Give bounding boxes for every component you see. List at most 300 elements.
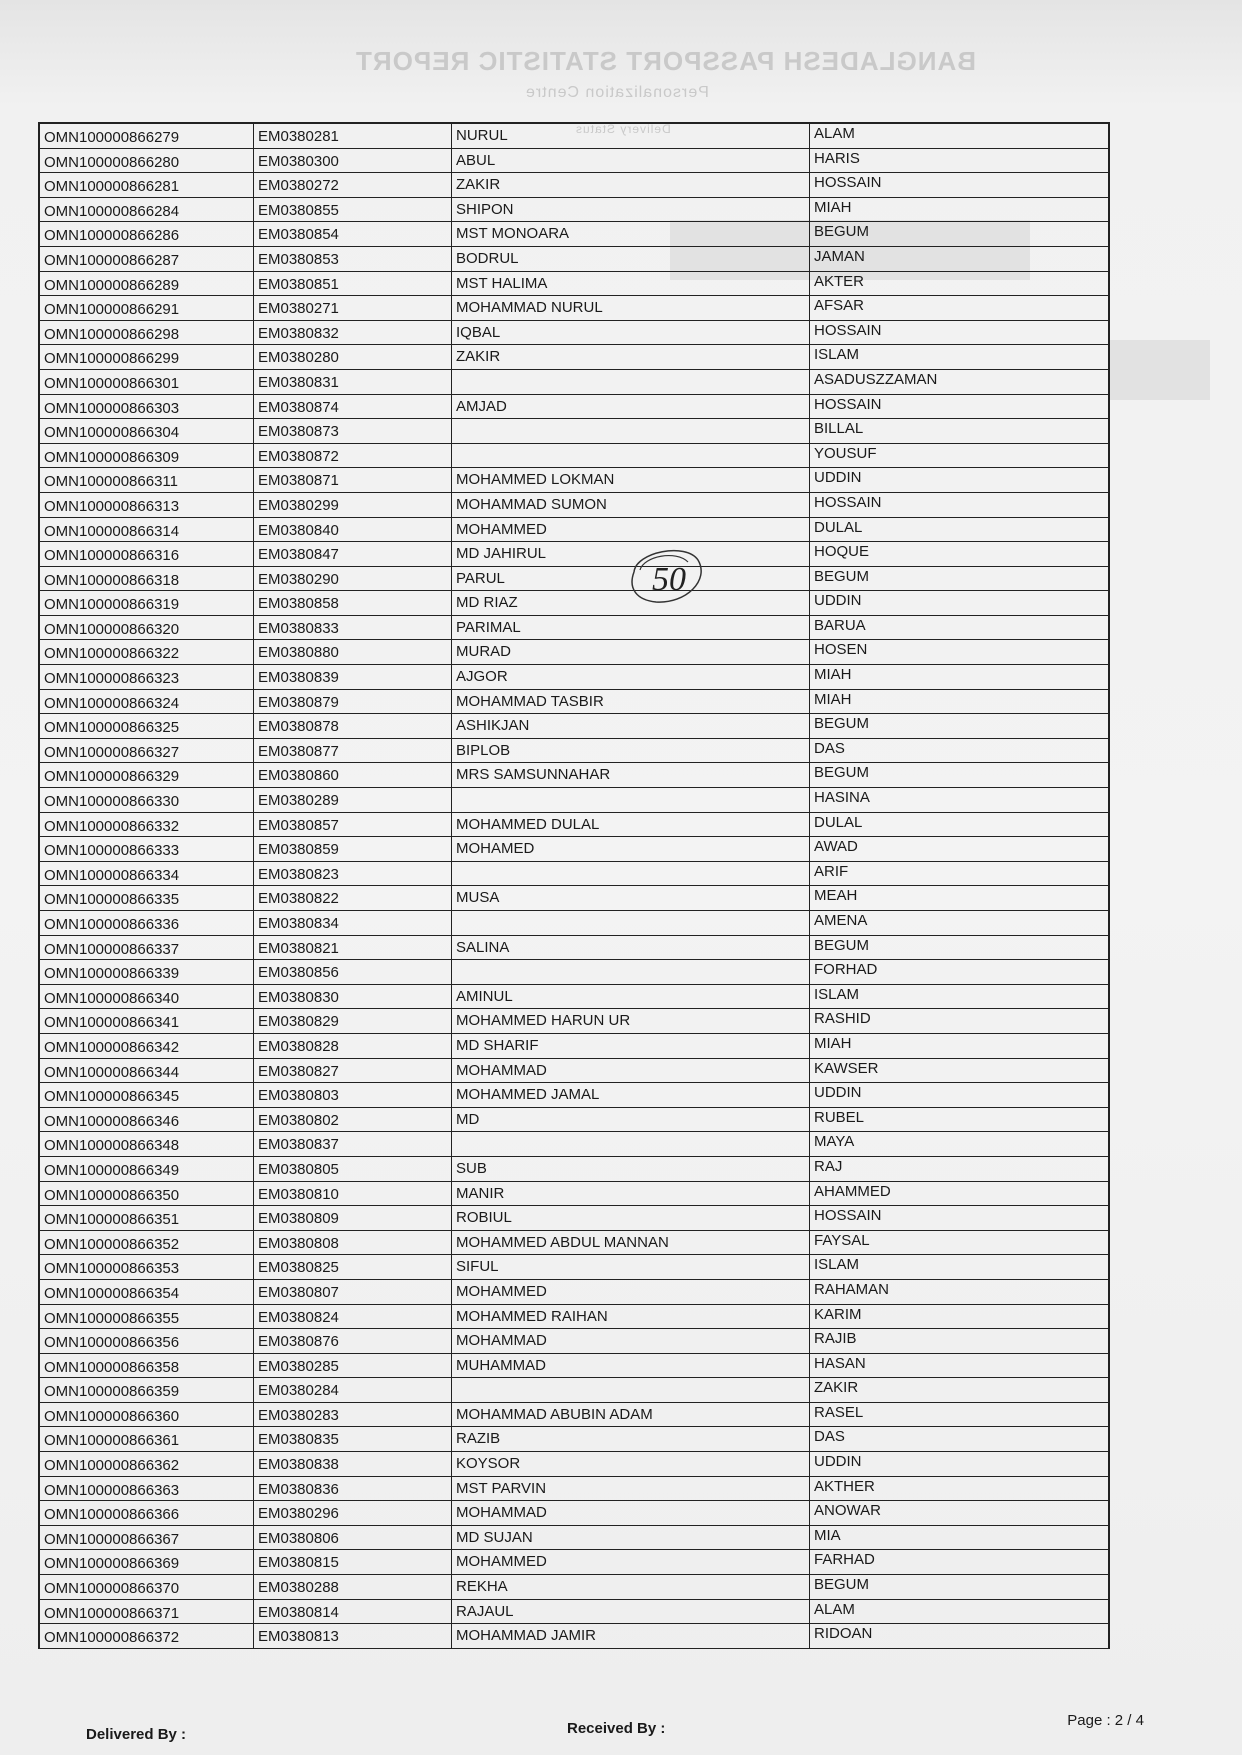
bleed-through-subtitle: Personalization Centre bbox=[525, 84, 709, 101]
given-name-cell: SUB bbox=[452, 1157, 810, 1181]
table-row bbox=[40, 468, 1108, 493]
handwritten-mark bbox=[626, 542, 714, 612]
reference-cell: OMN100000866281 bbox=[40, 173, 254, 197]
table-row bbox=[40, 124, 1108, 149]
passport-number-cell: EM0380879 bbox=[254, 690, 452, 714]
passport-number-cell: EM0380880 bbox=[254, 640, 452, 664]
surname-cell: BEGUM bbox=[814, 764, 870, 782]
given-name-cell: MOHAMMAD bbox=[452, 1059, 810, 1083]
reference-cell: OMN100000866351 bbox=[40, 1206, 254, 1230]
surname-cell: HASINA bbox=[814, 789, 870, 807]
table-row bbox=[40, 1354, 1108, 1379]
table-row bbox=[40, 395, 1108, 420]
given-name-cell: MOHAMMED bbox=[452, 518, 810, 542]
table-row bbox=[40, 1059, 1108, 1084]
reference-cell: OMN100000866342 bbox=[40, 1034, 254, 1058]
surname-cell: HOQUE bbox=[814, 543, 870, 561]
received-by-label: Received By : bbox=[567, 1720, 666, 1737]
passport-number-cell: EM0380284 bbox=[254, 1378, 452, 1402]
reference-cell: OMN100000866286 bbox=[40, 222, 254, 246]
passport-number-cell: EM0380299 bbox=[254, 493, 452, 517]
bleed-through-box bbox=[1110, 340, 1210, 400]
reference-cell: OMN100000866340 bbox=[40, 985, 254, 1009]
table-row bbox=[40, 640, 1108, 665]
surname-cell: HOSEN bbox=[814, 641, 868, 659]
given-name-cell: MD RIAZ bbox=[452, 591, 810, 615]
reference-cell: OMN100000866318 bbox=[40, 567, 254, 591]
surname-cell: YOUSUF bbox=[814, 444, 877, 462]
passport-number-cell: EM0380831 bbox=[254, 370, 452, 394]
table-row bbox=[40, 296, 1108, 321]
passport-number-cell: EM0380856 bbox=[254, 960, 452, 984]
passport-number-cell: EM0380853 bbox=[254, 247, 452, 271]
reference-cell: OMN100000866361 bbox=[40, 1427, 254, 1451]
reference-cell: OMN100000866339 bbox=[40, 960, 254, 984]
passport-number-cell: EM0380828 bbox=[254, 1034, 452, 1058]
table-row bbox=[40, 370, 1108, 395]
passport-number-cell: EM0380839 bbox=[254, 665, 452, 689]
surname-cell: ANOWAR bbox=[814, 1502, 881, 1520]
table-row bbox=[40, 862, 1108, 887]
surname-cell: HOSSAIN bbox=[814, 174, 882, 192]
table-row bbox=[40, 886, 1108, 911]
passport-number-cell: EM0380290 bbox=[254, 567, 452, 591]
surname-cell: ISLAM bbox=[814, 346, 860, 364]
given-name-cell: MUHAMMAD bbox=[452, 1354, 810, 1378]
passport-number-cell: EM0380802 bbox=[254, 1108, 452, 1132]
given-name-cell: AMINUL bbox=[452, 985, 810, 1009]
table-row bbox=[40, 222, 1108, 247]
reference-cell: OMN100000866327 bbox=[40, 739, 254, 763]
reference-cell: OMN100000866311 bbox=[40, 468, 254, 492]
given-name-cell bbox=[452, 444, 810, 468]
given-name-cell: MST HALIMA bbox=[452, 272, 810, 296]
given-name-cell: BODRUL bbox=[452, 247, 810, 271]
reference-cell: OMN100000866348 bbox=[40, 1132, 254, 1156]
table-row bbox=[40, 1255, 1108, 1280]
given-name-cell: MOHAMMED bbox=[452, 1280, 810, 1304]
table-row bbox=[40, 1009, 1108, 1034]
table-row bbox=[40, 1501, 1108, 1526]
passport-number-cell: EM0380815 bbox=[254, 1550, 452, 1574]
reference-cell: OMN100000866370 bbox=[40, 1575, 254, 1599]
table-row bbox=[40, 665, 1108, 690]
reference-cell: OMN100000866284 bbox=[40, 198, 254, 222]
surname-cell: ZAKIR bbox=[814, 1379, 859, 1397]
reference-cell: OMN100000866337 bbox=[40, 936, 254, 960]
reference-cell: OMN100000866360 bbox=[40, 1403, 254, 1427]
table-row bbox=[40, 690, 1108, 715]
surname-cell: RAJ bbox=[814, 1157, 843, 1175]
given-name-cell: MOHAMMAD ABUBIN ADAM bbox=[452, 1403, 810, 1427]
surname-cell: MAYA bbox=[814, 1133, 855, 1151]
given-name-cell bbox=[452, 960, 810, 984]
surname-cell: BILLAL bbox=[814, 420, 864, 438]
given-name-cell: MD SUJAN bbox=[452, 1526, 810, 1550]
passport-number-cell: EM0380878 bbox=[254, 714, 452, 738]
passport-number-cell: EM0380854 bbox=[254, 222, 452, 246]
passport-number-cell: EM0380827 bbox=[254, 1059, 452, 1083]
table-row bbox=[40, 272, 1108, 297]
surname-cell: BEGUM bbox=[814, 936, 870, 954]
given-name-cell bbox=[452, 419, 810, 443]
table-row bbox=[40, 714, 1108, 739]
passport-number-cell: EM0380838 bbox=[254, 1452, 452, 1476]
passport-number-cell: EM0380805 bbox=[254, 1157, 452, 1181]
passport-number-cell: EM0380822 bbox=[254, 886, 452, 910]
passport-number-cell: EM0380296 bbox=[254, 1501, 452, 1525]
table-row bbox=[40, 321, 1108, 346]
table-row bbox=[40, 1403, 1108, 1428]
table-row bbox=[40, 542, 1108, 567]
given-name-cell: IQBAL bbox=[452, 321, 810, 345]
passport-number-cell: EM0380288 bbox=[254, 1575, 452, 1599]
given-name-cell bbox=[452, 1378, 810, 1402]
passport-number-cell: EM0380835 bbox=[254, 1427, 452, 1451]
table-row bbox=[40, 936, 1108, 961]
surname-cell: RUBEL bbox=[814, 1108, 865, 1126]
surname-cell: AWAD bbox=[814, 838, 858, 856]
reference-cell: OMN100000866350 bbox=[40, 1182, 254, 1206]
surname-cell: DAS bbox=[814, 739, 845, 757]
given-name-cell: MST MONOARA bbox=[452, 222, 810, 246]
passport-number-cell: EM0380860 bbox=[254, 763, 452, 787]
table-row bbox=[40, 1452, 1108, 1477]
passport-number-cell: EM0380823 bbox=[254, 862, 452, 886]
reference-cell: OMN100000866367 bbox=[40, 1526, 254, 1550]
reference-cell: OMN100000866372 bbox=[40, 1624, 254, 1648]
reference-cell: OMN100000866369 bbox=[40, 1550, 254, 1574]
table-row bbox=[40, 591, 1108, 616]
surname-cell: DULAL bbox=[814, 518, 863, 536]
given-name-cell: MST PARVIN bbox=[452, 1477, 810, 1501]
passport-number-cell: EM0380281 bbox=[254, 124, 452, 148]
table-row bbox=[40, 345, 1108, 370]
passport-number-cell: EM0380283 bbox=[254, 1403, 452, 1427]
surname-cell: BARUA bbox=[814, 616, 866, 634]
reference-cell: OMN100000866287 bbox=[40, 247, 254, 271]
surname-cell: RAHAMAN bbox=[814, 1280, 890, 1298]
table-row bbox=[40, 1305, 1108, 1330]
given-name-cell bbox=[452, 1132, 810, 1156]
surname-cell: ASADUSZZAMAN bbox=[814, 370, 938, 388]
surname-cell: ALAM bbox=[814, 125, 855, 142]
table-row bbox=[40, 788, 1108, 813]
surname-cell: MIAH bbox=[814, 198, 852, 216]
given-name-cell: MD bbox=[452, 1108, 810, 1132]
given-name-cell: AJGOR bbox=[452, 665, 810, 689]
handwritten-mark-text: 50 bbox=[652, 561, 686, 598]
surname-cell: ARIF bbox=[814, 862, 849, 880]
reference-cell: OMN100000866314 bbox=[40, 518, 254, 542]
surname-cell: MIAH bbox=[814, 690, 852, 708]
given-name-cell: REKHA bbox=[452, 1575, 810, 1599]
table-row bbox=[40, 1083, 1108, 1108]
reference-cell: OMN100000866323 bbox=[40, 665, 254, 689]
table-row bbox=[40, 1132, 1108, 1157]
passport-number-cell: EM0380851 bbox=[254, 272, 452, 296]
reference-cell: OMN100000866303 bbox=[40, 395, 254, 419]
given-name-cell: BIPLOB bbox=[452, 739, 810, 763]
reference-cell: OMN100000866333 bbox=[40, 837, 254, 861]
surname-cell: AHAMMED bbox=[814, 1182, 891, 1200]
passport-number-cell: EM0380803 bbox=[254, 1083, 452, 1107]
passport-number-cell: EM0380814 bbox=[254, 1600, 452, 1624]
given-name-cell: MOHAMMED RAIHAN bbox=[452, 1305, 810, 1329]
given-name-cell: AMJAD bbox=[452, 395, 810, 419]
table-row bbox=[40, 1624, 1108, 1649]
passport-number-cell: EM0380857 bbox=[254, 813, 452, 837]
given-name-cell: PARUL bbox=[452, 567, 810, 591]
surname-cell: UDDIN bbox=[814, 592, 862, 610]
reference-cell: OMN100000866354 bbox=[40, 1280, 254, 1304]
surname-cell: FAYSAL bbox=[814, 1231, 870, 1249]
table-row bbox=[40, 149, 1108, 174]
reference-cell: OMN100000866319 bbox=[40, 591, 254, 615]
given-name-cell: MOHAMMED bbox=[452, 1550, 810, 1574]
given-name-cell: ZAKIR bbox=[452, 173, 810, 197]
given-name-cell: MOHAMMED HARUN UR bbox=[452, 1009, 810, 1033]
given-name-cell bbox=[452, 911, 810, 935]
passport-number-cell: EM0380813 bbox=[254, 1624, 452, 1648]
surname-cell: HASAN bbox=[814, 1354, 866, 1372]
page-number: Page : 2 / 4 bbox=[1067, 1712, 1144, 1729]
given-name-cell: MOHAMMED JAMAL bbox=[452, 1083, 810, 1107]
reference-cell: OMN100000866329 bbox=[40, 763, 254, 787]
bleed-through-sub2: Delivery Status bbox=[575, 122, 671, 136]
given-name-cell: MURAD bbox=[452, 640, 810, 664]
reference-cell: OMN100000866316 bbox=[40, 542, 254, 566]
surname-cell: FORHAD bbox=[814, 961, 878, 979]
reference-cell: OMN100000866313 bbox=[40, 493, 254, 517]
surname-cell: AFSAR bbox=[814, 297, 865, 315]
reference-cell: OMN100000866298 bbox=[40, 321, 254, 345]
reference-cell: OMN100000866344 bbox=[40, 1059, 254, 1083]
table-row bbox=[40, 1034, 1108, 1059]
given-name-cell: ZAKIR bbox=[452, 345, 810, 369]
table-row bbox=[40, 739, 1108, 764]
given-name-cell: SALINA bbox=[452, 936, 810, 960]
given-name-cell bbox=[452, 862, 810, 886]
reference-cell: OMN100000866349 bbox=[40, 1157, 254, 1181]
surname-cell: HARIS bbox=[814, 149, 860, 167]
surname-cell: BEGUM bbox=[814, 1576, 870, 1594]
reference-cell: OMN100000866301 bbox=[40, 370, 254, 394]
table-row bbox=[40, 567, 1108, 592]
given-name-cell: MD SHARIF bbox=[452, 1034, 810, 1058]
given-name-cell: ROBIUL bbox=[452, 1206, 810, 1230]
passport-number-cell: EM0380873 bbox=[254, 419, 452, 443]
table-row bbox=[40, 444, 1108, 469]
surname-cell: UDDIN bbox=[814, 1084, 862, 1102]
passport-number-cell: EM0380810 bbox=[254, 1182, 452, 1206]
surname-cell: FARHAD bbox=[814, 1551, 875, 1569]
passport-number-cell: EM0380859 bbox=[254, 837, 452, 861]
reference-cell: OMN100000866359 bbox=[40, 1378, 254, 1402]
table-row bbox=[40, 1157, 1108, 1182]
table-row bbox=[40, 1206, 1108, 1231]
passport-number-cell: EM0380824 bbox=[254, 1305, 452, 1329]
table-row bbox=[40, 1600, 1108, 1625]
reference-cell: OMN100000866332 bbox=[40, 813, 254, 837]
passport-number-cell: EM0380840 bbox=[254, 518, 452, 542]
reference-cell: OMN100000866324 bbox=[40, 690, 254, 714]
passport-number-cell: EM0380847 bbox=[254, 542, 452, 566]
passport-number-cell: EM0380289 bbox=[254, 788, 452, 812]
surname-cell: AKTER bbox=[814, 272, 865, 290]
surname-cell: UDDIN bbox=[814, 469, 862, 487]
given-name-cell: ASHIKJAN bbox=[452, 714, 810, 738]
table-row bbox=[40, 763, 1108, 788]
given-name-cell: NURUL bbox=[452, 124, 810, 148]
table-row bbox=[40, 1280, 1108, 1305]
table-row bbox=[40, 1550, 1108, 1575]
table-row bbox=[40, 911, 1108, 936]
reference-cell: OMN100000866355 bbox=[40, 1305, 254, 1329]
reference-cell: OMN100000866289 bbox=[40, 272, 254, 296]
table-row bbox=[40, 985, 1108, 1010]
reference-cell: OMN100000866353 bbox=[40, 1255, 254, 1279]
table-row bbox=[40, 960, 1108, 985]
delivered-by-label: Delivered By : bbox=[86, 1726, 187, 1743]
reference-cell: OMN100000866299 bbox=[40, 345, 254, 369]
reference-cell: OMN100000866280 bbox=[40, 149, 254, 173]
table-row bbox=[40, 1329, 1108, 1354]
surname-cell: JAMAN bbox=[814, 247, 865, 265]
table-row bbox=[40, 493, 1108, 518]
reference-cell: OMN100000866330 bbox=[40, 788, 254, 812]
table-row bbox=[40, 1231, 1108, 1256]
surname-cell: BEGUM bbox=[814, 223, 870, 241]
passport-number-cell: EM0380809 bbox=[254, 1206, 452, 1230]
given-name-cell: MOHAMMAD NURUL bbox=[452, 296, 810, 320]
passport-number-cell: EM0380834 bbox=[254, 911, 452, 935]
reference-cell: OMN100000866352 bbox=[40, 1231, 254, 1255]
given-name-cell: MANIR bbox=[452, 1182, 810, 1206]
reference-cell: OMN100000866358 bbox=[40, 1354, 254, 1378]
surname-cell: KAWSER bbox=[814, 1059, 879, 1077]
surname-cell: AKTHER bbox=[814, 1477, 875, 1495]
given-name-cell: MOHAMMAD JAMIR bbox=[452, 1624, 810, 1648]
table-row bbox=[40, 1526, 1108, 1551]
passport-number-cell: EM0380855 bbox=[254, 198, 452, 222]
given-name-cell bbox=[452, 370, 810, 394]
given-name-cell: PARIMAL bbox=[452, 616, 810, 640]
given-name-cell: MOHAMMED LOKMAN bbox=[452, 468, 810, 492]
surname-cell: HOSSAIN bbox=[814, 493, 882, 511]
surname-cell: AMENA bbox=[814, 912, 868, 929]
reference-cell: OMN100000866371 bbox=[40, 1600, 254, 1624]
given-name-cell: MUSA bbox=[452, 886, 810, 910]
reference-cell: OMN100000866362 bbox=[40, 1452, 254, 1476]
table-row bbox=[40, 1378, 1108, 1403]
surname-cell: RASEL bbox=[814, 1403, 864, 1421]
reference-cell: OMN100000866304 bbox=[40, 419, 254, 443]
passport-number-cell: EM0380876 bbox=[254, 1329, 452, 1353]
table-row bbox=[40, 837, 1108, 862]
given-name-cell: ABUL bbox=[452, 149, 810, 173]
table-row bbox=[40, 1575, 1108, 1600]
table-row bbox=[40, 813, 1108, 838]
surname-cell: MEAH bbox=[814, 887, 858, 905]
surname-cell: RIDOAN bbox=[814, 1625, 873, 1643]
table-row bbox=[40, 1427, 1108, 1452]
reference-cell: OMN100000866346 bbox=[40, 1108, 254, 1132]
given-name-cell: MOHAMMED DULAL bbox=[452, 813, 810, 837]
table-row bbox=[40, 198, 1108, 223]
passport-number-cell: EM0380806 bbox=[254, 1526, 452, 1550]
passport-number-cell: EM0380825 bbox=[254, 1255, 452, 1279]
surname-cell: HOSSAIN bbox=[814, 1207, 882, 1225]
passport-number-cell: EM0380874 bbox=[254, 395, 452, 419]
table-row bbox=[40, 1182, 1108, 1207]
reference-cell: OMN100000866320 bbox=[40, 616, 254, 640]
surname-cell: MIAH bbox=[814, 1034, 852, 1052]
given-name-cell: MRS SAMSUNNAHAR bbox=[452, 763, 810, 787]
passport-number-cell: EM0380808 bbox=[254, 1231, 452, 1255]
surname-cell: RAJIB bbox=[814, 1330, 857, 1348]
passport-number-cell: EM0380830 bbox=[254, 985, 452, 1009]
reference-cell: OMN100000866363 bbox=[40, 1477, 254, 1501]
surname-cell: UDDIN bbox=[814, 1453, 862, 1471]
given-name-cell: KOYSOR bbox=[452, 1452, 810, 1476]
given-name-cell: MOHAMMAD bbox=[452, 1329, 810, 1353]
reference-cell: OMN100000866322 bbox=[40, 640, 254, 664]
table-row bbox=[40, 1477, 1108, 1502]
surname-cell: ISLAM bbox=[814, 985, 860, 1003]
reference-cell: OMN100000866356 bbox=[40, 1329, 254, 1353]
given-name-cell: MOHAMMED ABDUL MANNAN bbox=[452, 1231, 810, 1255]
passport-number-cell: EM0380807 bbox=[254, 1280, 452, 1304]
surname-cell: HOSSAIN bbox=[814, 321, 882, 339]
reference-cell: OMN100000866341 bbox=[40, 1009, 254, 1033]
given-name-cell: RAJAUL bbox=[452, 1600, 810, 1624]
given-name-cell: MD JAHIRUL bbox=[452, 542, 810, 566]
reference-cell: OMN100000866325 bbox=[40, 714, 254, 738]
given-name-cell: MOHAMED bbox=[452, 837, 810, 861]
passport-number-cell: EM0380872 bbox=[254, 444, 452, 468]
passport-number-cell: EM0380871 bbox=[254, 468, 452, 492]
passport-number-cell: EM0380836 bbox=[254, 1477, 452, 1501]
reference-cell: OMN100000866309 bbox=[40, 444, 254, 468]
reference-cell: OMN100000866345 bbox=[40, 1083, 254, 1107]
given-name-cell: SHIPON bbox=[452, 198, 810, 222]
given-name-cell bbox=[452, 788, 810, 812]
reference-cell: OMN100000866334 bbox=[40, 862, 254, 886]
passport-number-cell: EM0380300 bbox=[254, 149, 452, 173]
surname-cell: ALAM bbox=[814, 1600, 855, 1618]
table-row bbox=[40, 247, 1108, 272]
surname-cell: DAS bbox=[814, 1428, 845, 1446]
passport-number-cell: EM0380829 bbox=[254, 1009, 452, 1033]
given-name-cell: RAZIB bbox=[452, 1427, 810, 1451]
passport-number-cell: EM0380858 bbox=[254, 591, 452, 615]
passport-number-cell: EM0380272 bbox=[254, 173, 452, 197]
surname-cell: ISLAM bbox=[814, 1256, 860, 1274]
passport-number-cell: EM0380833 bbox=[254, 616, 452, 640]
passport-number-cell: EM0380877 bbox=[254, 739, 452, 763]
surname-cell: KARIM bbox=[814, 1305, 862, 1323]
reference-cell: OMN100000866335 bbox=[40, 886, 254, 910]
passport-number-cell: EM0380280 bbox=[254, 345, 452, 369]
table-row bbox=[40, 616, 1108, 641]
passport-number-cell: EM0380285 bbox=[254, 1354, 452, 1378]
given-name-cell: MOHAMMAD SUMON bbox=[452, 493, 810, 517]
passport-number-cell: EM0380821 bbox=[254, 936, 452, 960]
reference-cell: OMN100000866279 bbox=[40, 124, 254, 148]
passport-number-cell: EM0380271 bbox=[254, 296, 452, 320]
reference-cell: OMN100000866291 bbox=[40, 296, 254, 320]
